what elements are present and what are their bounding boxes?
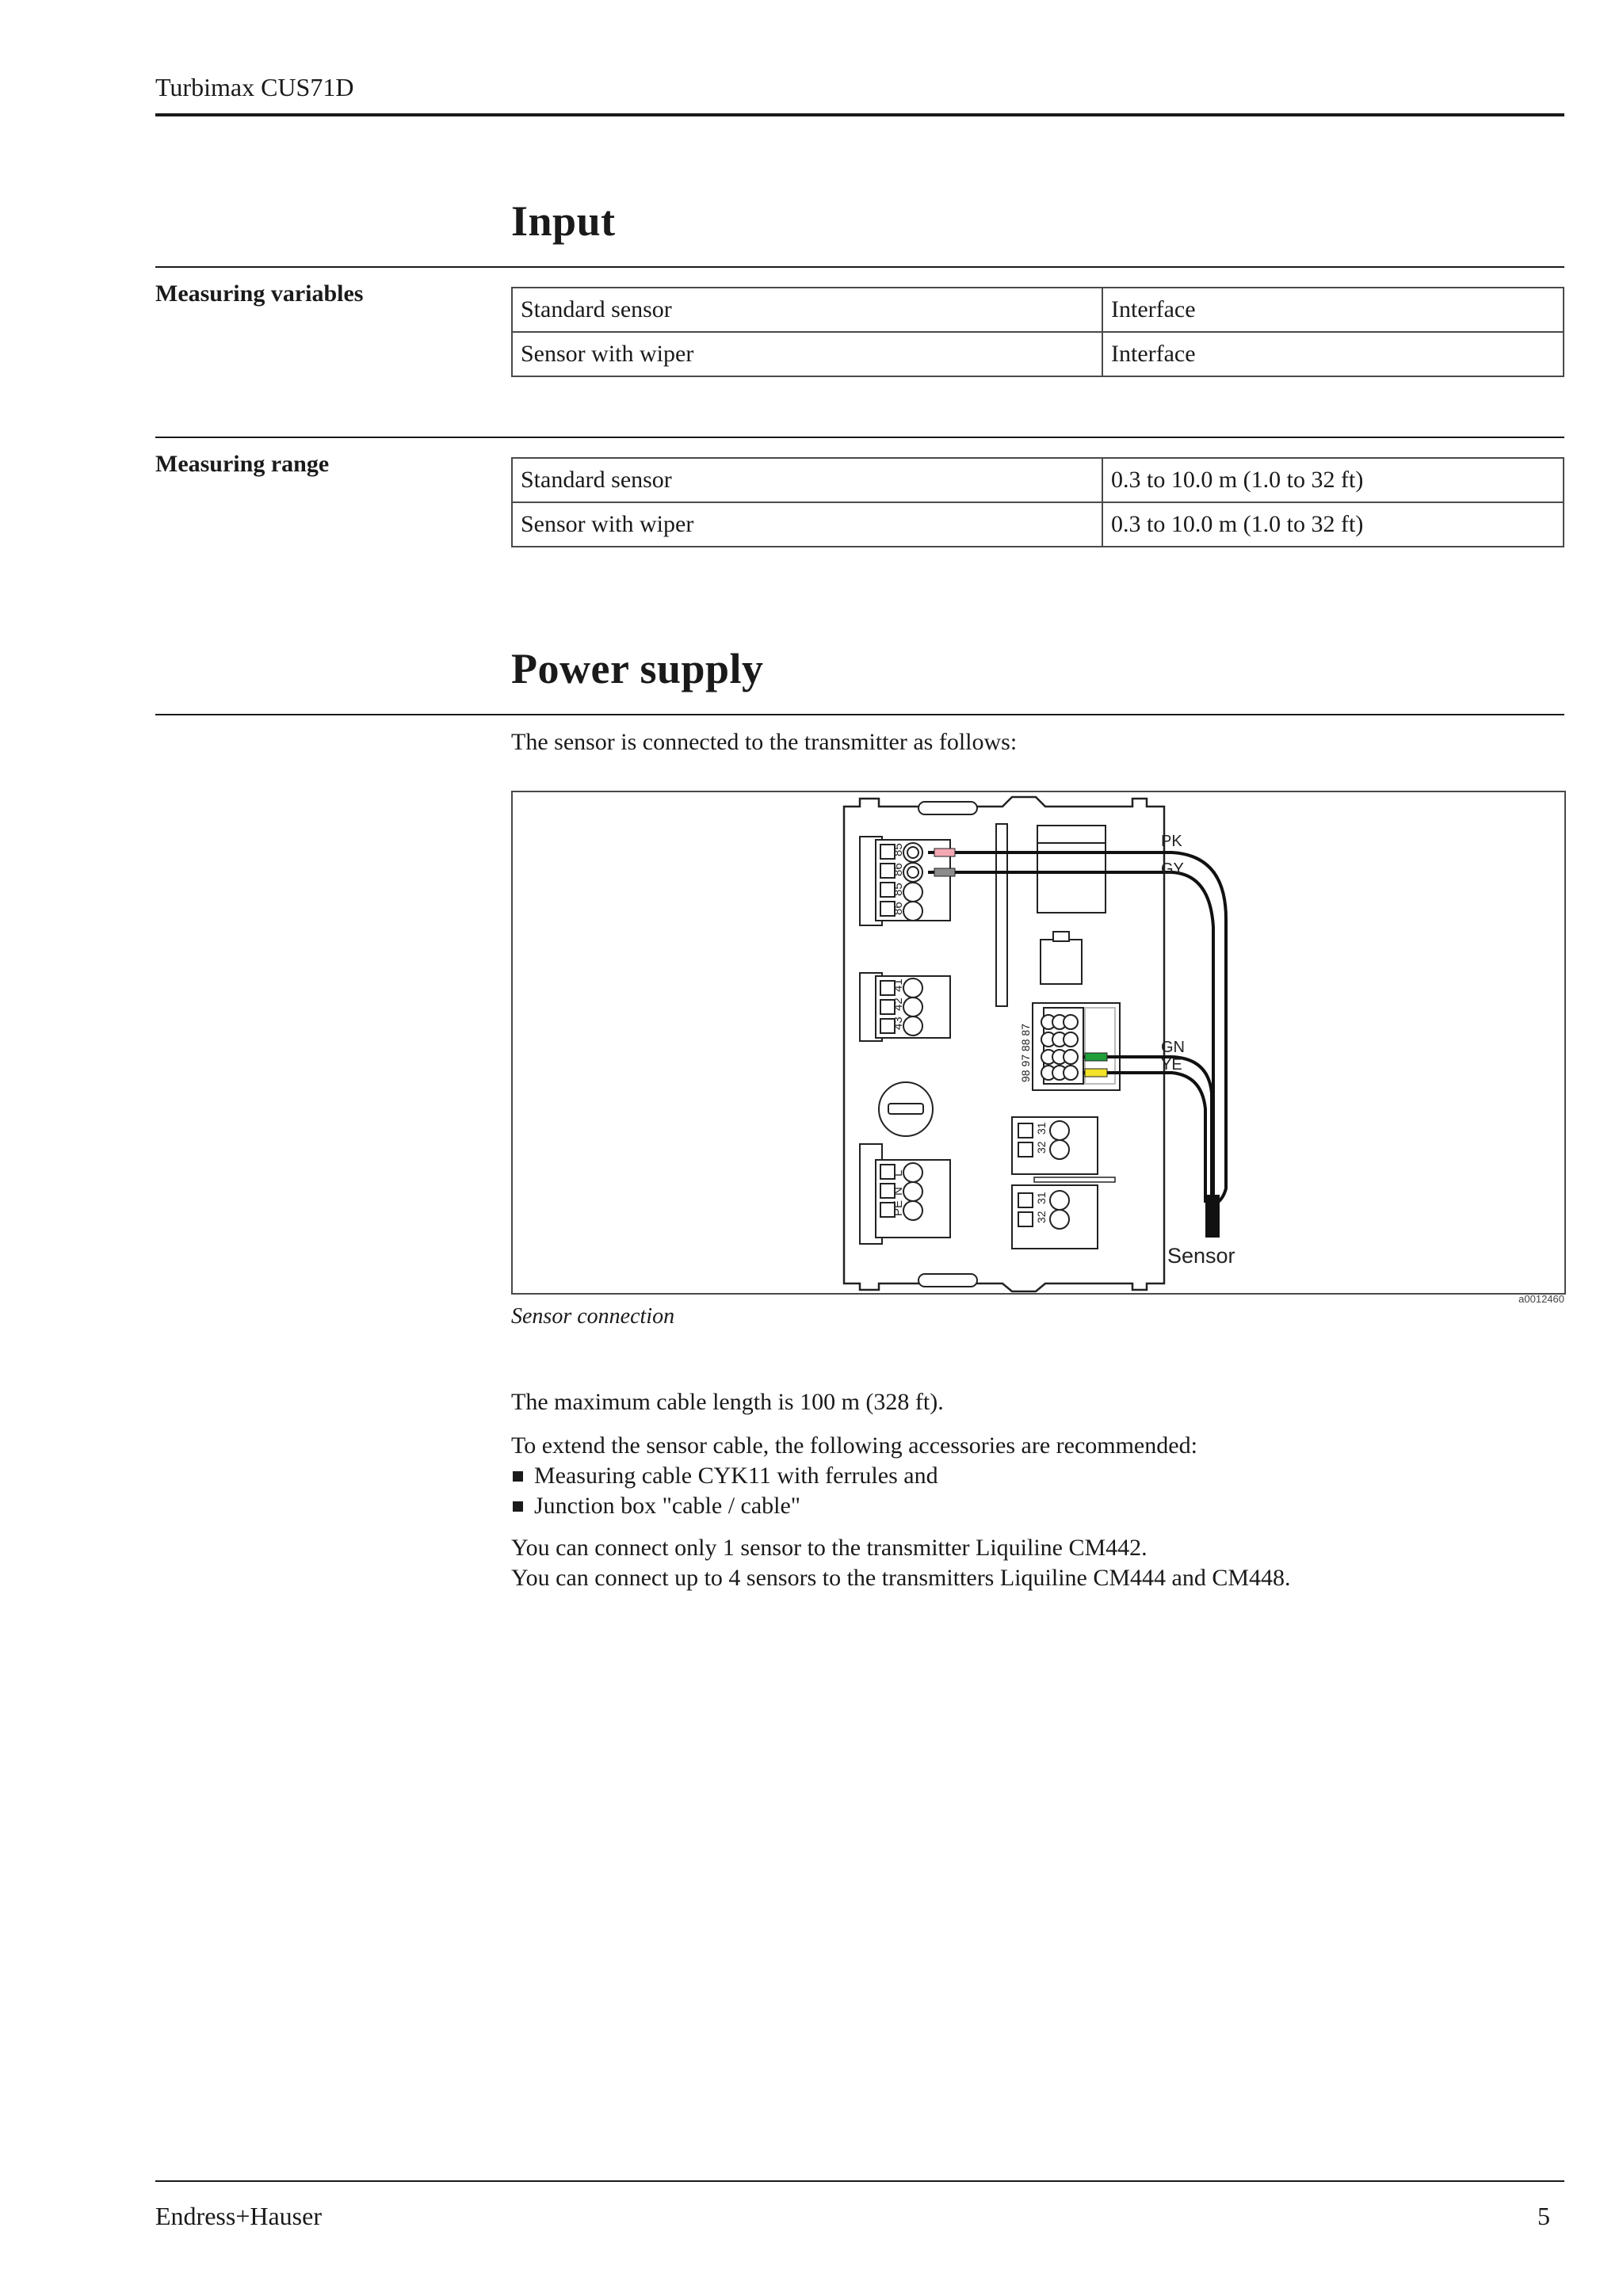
list-item-text: Measuring cable CYK11 with ferrules and (534, 1463, 938, 1489)
section-rule-input (155, 266, 1564, 268)
terminal-label: 42 (892, 997, 905, 1011)
footer-rule (155, 2180, 1564, 2182)
terminal-label: 85 (892, 843, 905, 856)
terminal-label: 43 (892, 1016, 905, 1030)
extend-intro: To extend the sensor cable, the following accessories are recommended: (511, 1432, 1197, 1459)
terminal-label: N (892, 1187, 905, 1196)
terminal-numbers-3 (892, 1170, 905, 1216)
section-title-power-supply: Power supply (511, 645, 764, 692)
section-rule-power (155, 714, 1564, 715)
table-cell: Sensor with wiper (512, 502, 1102, 547)
terminal-label: 41 (892, 978, 905, 992)
table-row (512, 502, 1564, 547)
wire-sleeve-gn (1085, 1053, 1107, 1061)
sensor-label: Sensor (1167, 1244, 1235, 1268)
terminal-label: 32 (1035, 1211, 1048, 1223)
wiring-diagram (513, 792, 1564, 1293)
accessory-list (511, 1461, 1197, 1521)
measuring-variables-table (511, 287, 1564, 377)
footer-brand: Endress+Hauser (155, 2202, 322, 2230)
section-title-input: Input (511, 197, 616, 245)
sensor-cable-end (1205, 1195, 1220, 1238)
terminal-label: 86 (892, 863, 905, 876)
connect-text (511, 1533, 1291, 1593)
table-row (512, 288, 1564, 332)
section-rule-range (155, 437, 1564, 438)
measuring-range-table (511, 457, 1564, 547)
terminal-label: 31 (1035, 1192, 1048, 1204)
sensor-connection-figure (511, 791, 1566, 1295)
header-rule (155, 113, 1564, 116)
bullet-icon (513, 1471, 523, 1482)
wire-label-ye: YE (1161, 1056, 1182, 1074)
figure-caption: Sensor connection (511, 1304, 675, 1329)
wire-label-pk: PK (1161, 833, 1182, 850)
power-intro-text: The sensor is connected to the transmitter as follows: (511, 729, 1018, 755)
table-cell: Interface (1102, 332, 1564, 376)
wire-sleeve-gy (934, 868, 955, 876)
sensor-terminal-numbers: 98 97 88 87 (1019, 1024, 1032, 1082)
measuring-range-label: Measuring range (155, 451, 330, 477)
list-item (511, 1461, 1197, 1491)
table-row (512, 332, 1564, 376)
terminal-label: 86 (892, 902, 905, 915)
list-item-text: Junction box "cable / cable" (534, 1493, 801, 1519)
terminal-numbers-2 (892, 978, 905, 1030)
running-header: Turbimax CUS71D (155, 73, 354, 101)
bullet-icon (513, 1501, 523, 1512)
table-cell: 0.3 to 10.0 m (1.0 to 32 ft) (1102, 502, 1564, 547)
connect-line-1: You can connect only 1 sensor to the transmitter Liquiline CM442. (511, 1535, 1148, 1561)
connect-line-2: You can connect up to 4 sensors to the transmitters Liquiline CM444 and CM448. (511, 1565, 1291, 1591)
terminal-label: L (892, 1169, 905, 1177)
terminal-label: 32 (1035, 1141, 1048, 1154)
page-number: 5 (1537, 2202, 1550, 2230)
wire-sleeve-ye (1085, 1069, 1107, 1077)
max-cable-text: The maximum cable length is 100 m (328 ft). (511, 1389, 944, 1415)
figure-id: a0012460 (1518, 1293, 1564, 1305)
measuring-variables-label: Measuring variables (155, 280, 364, 307)
table-cell: Sensor with wiper (512, 332, 1102, 376)
table-cell: 0.3 to 10.0 m (1.0 to 32 ft) (1102, 458, 1564, 502)
wire-sleeve-pk (934, 849, 955, 856)
table-cell: Standard sensor (512, 288, 1102, 332)
wire-label-gn: GN (1161, 1039, 1185, 1056)
rj-socket (1041, 940, 1082, 984)
list-item (511, 1491, 1197, 1521)
table-row (512, 458, 1564, 502)
table-cell: Interface (1102, 288, 1564, 332)
terminal-label: PE (892, 1199, 905, 1216)
terminal-label: 85 (892, 883, 905, 896)
table-cell: Standard sensor (512, 458, 1102, 502)
extend-cable-text (511, 1431, 1197, 1521)
top-latch (918, 802, 977, 814)
wire-label-gy: GY (1161, 860, 1184, 878)
terminal-label: 31 (1035, 1122, 1048, 1135)
bottom-latch (918, 1274, 977, 1287)
